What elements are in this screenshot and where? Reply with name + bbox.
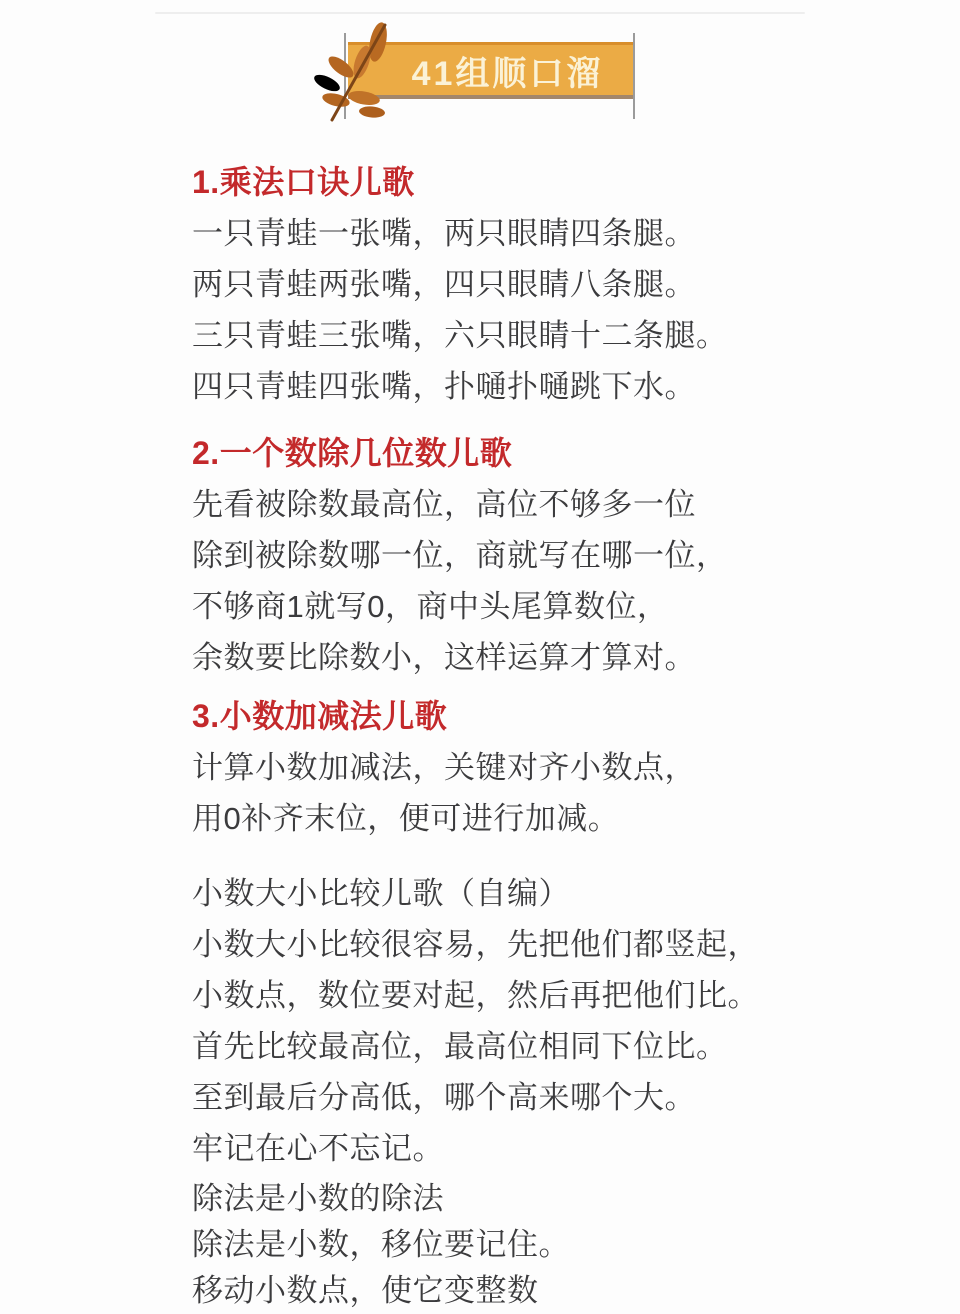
text-line: 牢记在心不忘记。 [192,1131,444,1166]
section-heading: 2.一个数除几位数儿歌 [192,435,513,471]
banner-title: 41组顺口溜 [411,54,604,93]
section-heading: 1.乘法口诀儿歌 [192,164,415,200]
text-line: 不够商1就写0，商中头尾算数位， [192,589,669,624]
section-heading: 3.小数加减法儿歌 [192,698,448,734]
text-line: 四只青蛙四张嘴，扑嗵扑嗵跳下水。 [192,369,696,404]
text-line: 小数点，数位要对起，然后再把他们比。 [192,978,759,1013]
section [192,868,812,1174]
text-line: 首先比较最高位，最高位相同下位比。 [192,1029,728,1064]
header-banner [0,0,960,130]
section [192,157,812,412]
text-line: 一只青蛙一张嘴，两只眼睛四条腿。 [192,216,696,251]
text-line: 除到被除数哪一位，商就写在哪一位， [192,538,728,573]
text-line: 移动小数点，使它变整数 [192,1273,539,1308]
text-line: 至到最后分高低，哪个高来哪个大。 [192,1080,696,1115]
text-line: 计算小数加减法，关键对齐小数点， [192,750,696,785]
autumn-leaf-icon [312,20,402,128]
text-line: 先看被除数最高位，高位不够多一位 [192,487,696,522]
section [192,1176,812,1314]
banner-right-pin [633,33,635,119]
content [192,157,812,1314]
text-line: 除法是小数的除法 [192,1181,444,1216]
text-line: 除法是小数，移位要记住。 [192,1227,570,1262]
section [192,428,812,683]
section [192,691,812,844]
text-line: 三只青蛙三张嘴，六只眼睛十二条腿。 [192,318,728,353]
text-line: 小数大小比较很容易，先把他们都竖起， [192,927,759,962]
text-line: 两只青蛙两张嘴，四只眼睛八条腿。 [192,267,696,302]
text-line: 用0补齐末位，便可进行加减。 [192,801,620,836]
text-line: 余数要比除数小，这样运算才算对。 [192,640,696,675]
text-line: 小数大小比较儿歌（自编） [192,876,570,911]
